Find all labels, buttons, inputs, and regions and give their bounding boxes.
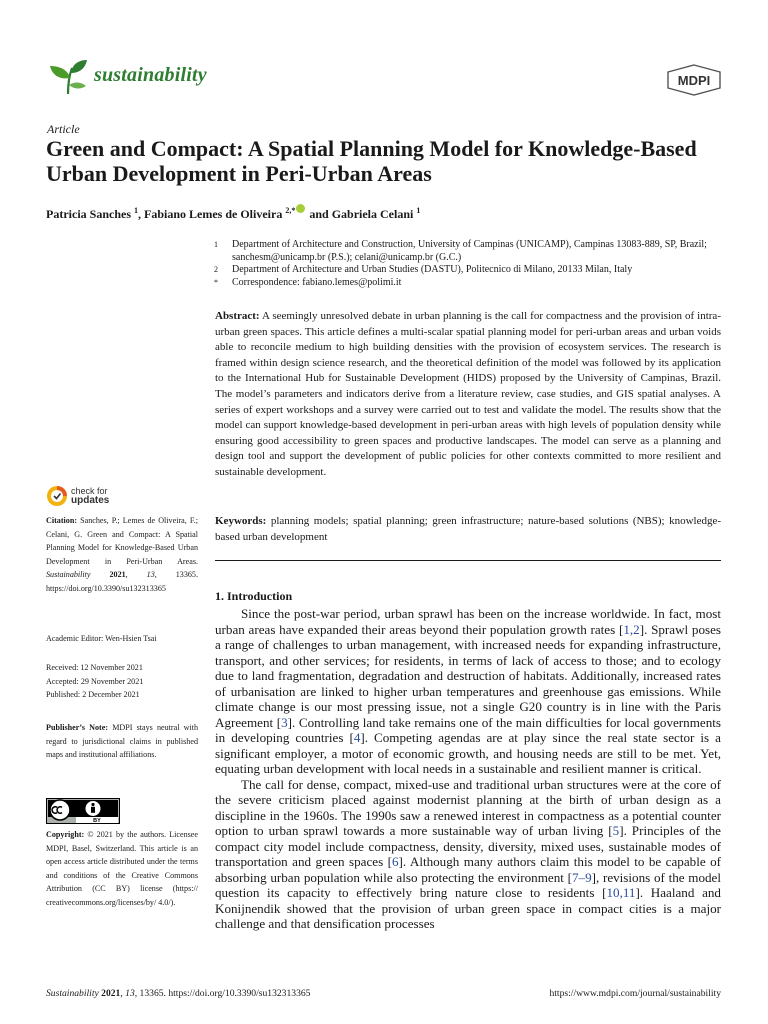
- author-list: [46, 204, 420, 222]
- citation-link[interactable]: 5: [612, 823, 620, 838]
- citation-link[interactable]: 6: [391, 854, 399, 869]
- abstract: [215, 309, 721, 481]
- article-type: Article: [47, 122, 80, 136]
- footer-volume: , 13: [120, 988, 135, 999]
- affiliation-text: Department of Architecture and Construction, University of Campinas (UNICAMP), Campinas 13083-889, SP, Brazil; sanchesm@unicamp.br (P.S.); celani@unicamp.br (G.C.): [232, 239, 707, 263]
- citation-link[interactable]: 1,2: [623, 621, 640, 637]
- affiliation-number: 2: [214, 265, 218, 275]
- citation-label: Citation:: [46, 516, 78, 525]
- accepted-date: Accepted: 29 November 2021: [46, 676, 144, 686]
- text-run: ]. Haaland and Konijnendik showed that the provision of urban green space in compact cities is a major challenge and that densification processes: [215, 885, 721, 931]
- check-updates-icon: [46, 485, 68, 507]
- author-name[interactable]: Patricia Sanches: [46, 207, 131, 221]
- section-divider: [215, 560, 721, 561]
- keywords: [215, 514, 721, 545]
- abstract-text: A seemingly unresolved debate in urban planning is the call for compactness and the provision of intra-urban green spaces. This article defines a multi-scalar spatial planning model for peri-urban areas and urban voids able to reconcile medium to high building densities with the provision of ecosystem services. The research is framed within design science research, and the theoretical definition of the model was followed by its application to the International Hub for Sustainable Development (HIDS) proposed by the University of Campinas, Brazil. The model’s parameters and indicators derive from a literature review, case studies, and GIS spatial analyses. A series of expert workshops and a survey were carried out to test and validate the model. The results show that the model can support knowledge-based development in peri-urban areas with high levels of population density while ensuring good accessibility to green spaces and productive landscapes. The model can serve as a planning and design tool and support the development of public policies for other contexts committed to more resilient and sustainable development.: [215, 310, 721, 478]
- text-run: ], revisions of the model question its capacity to effectively bring nature close to residents [: [215, 869, 722, 900]
- svg-text:BY: BY: [93, 818, 101, 824]
- text-run: ]. Although many authors claim this model to be capable of absorbing urban population while also protecting the environment [: [215, 854, 721, 885]
- published-date: Published: 2 December 2021: [46, 690, 140, 700]
- body-text: [215, 606, 721, 932]
- affiliation-item: [214, 264, 734, 277]
- affiliation-marker: 1: [134, 206, 138, 215]
- author-name[interactable]: Gabriela Celani: [331, 207, 414, 221]
- text-run: ]. Controlling land take remains one of the main difficulties for local governments in developing countries [: [215, 714, 721, 745]
- text-run: ]. Sprawl poses a range of challenges to urban management, with increased needs for expanding infrastructure, transport, and other services; for residents, in terms of lack of access to those; and to ecology due to land fragmentation, degradation and destruction of habitats. Additionally, increased rates of urbanisation are linked to higher urban temperatures and greenhouse gas emissions. While climate change is our most pressing issue, not a single G20 country is in line with the Paris Agreement [: [215, 621, 722, 730]
- footer-journal: Sustainability: [46, 988, 99, 999]
- footer-citation: [46, 988, 310, 999]
- check-for-updates-button[interactable]: [46, 485, 109, 507]
- citation-block: [46, 514, 198, 596]
- copyright-label: Copyright:: [46, 830, 85, 839]
- citation-doi[interactable]: , 13365. https://doi.org/10.3390/su132313365: [46, 570, 198, 593]
- check-updates-label: [71, 487, 109, 505]
- affiliation-item: [214, 239, 734, 264]
- cc-by-icon[interactable]: [46, 798, 120, 824]
- citation-link[interactable]: 4: [353, 730, 361, 745]
- author-separator: ,: [138, 207, 144, 221]
- text-run: ]. Competing agendas are at play since the real state sector is a significant employer, a motor of economic growth, and housing needs are still to be met. Yet, equating urban development with local needs in a sustainable and resilient manner is critical.: [215, 730, 721, 776]
- orcid-icon[interactable]: [296, 204, 305, 213]
- journal-name: sustainability: [94, 64, 207, 86]
- publisher-note-label: Publisher’s Note:: [46, 723, 109, 732]
- author-name[interactable]: Fabiano Lemes de Oliveira: [144, 207, 283, 221]
- citation-journal: Sustainability: [46, 570, 91, 580]
- paragraph: [215, 606, 721, 777]
- footer-doi[interactable]: , 13365. https://doi.org/10.3390/su132313365: [134, 988, 311, 999]
- affiliation-marker: 1: [416, 206, 421, 215]
- text-run: ]. Principles of the compact city model include compactness, density, diversity, mixed uses, sustainable modes of transportation and green spaces [: [215, 823, 721, 869]
- copyright-text: © 2021 by the authors. Licensee MDPI, Basel, Switzerland. This article is an open access article distributed under the terms and conditions of the Creative Commons Attribution (CC BY) license (https:// creativecommons.org/licenses/by/ 4.0/).: [46, 830, 198, 907]
- paragraph: [215, 777, 721, 932]
- text-run: The call for dense, compact, mixed-use and traditional urban structures were at the core of the severe criticism placed against modernist planning at the birth of urban design as a discipline in the 1960s. The 1990s saw a renewed interest in compactness as a potential counter option to urban sprawl towards a more sustainable way of urban living [: [215, 776, 721, 838]
- academic-editor: Academic Editor: Wen-Hsien Tsai: [46, 634, 157, 643]
- keywords-text: planning models; spatial planning; green infrastructure; nature-based solutions (NBS); knowledge-based urban development: [215, 515, 721, 543]
- check-updates-line2: updates: [71, 495, 110, 506]
- copyright-block: [46, 828, 198, 910]
- text-run: Since the post-war period, urban sprawl has been on the increase worldwide. In fact, most urban areas have expanded their areas beyond their population growth rates [: [215, 606, 721, 637]
- citation-volume: , 13: [125, 570, 155, 580]
- author-separator: and: [306, 207, 332, 221]
- citation-link[interactable]: 10,11: [606, 885, 636, 900]
- check-updates-line1: check for: [71, 486, 108, 496]
- affiliations: [214, 239, 734, 289]
- article-title: Green and Compact: A Spatial Planning Model for Knowledge-Based Urban Development in Peri-Urban Areas: [46, 136, 697, 186]
- affiliation-text: Department of Architecture and Urban Studies (DASTU), Politecnico di Milano, 20133 Milan, Italy: [232, 264, 633, 276]
- mdpi-logo-icon: [666, 64, 722, 96]
- footer-year: 2021: [98, 988, 121, 999]
- citation-text: Sanches, P.; Lemes de Oliveira, F.; Celani, G. Green and Compact: A Spatial Planning Model for Knowledge-Based Urban Development in Peri-Urban Areas.: [46, 516, 198, 566]
- citation-link[interactable]: 7–9: [571, 869, 592, 885]
- publisher-name: MDPI: [677, 73, 711, 88]
- affiliation-number: 1: [214, 240, 218, 249]
- citation-link[interactable]: 3: [281, 714, 288, 730]
- keywords-label: Keywords:: [215, 515, 267, 527]
- publisher-note-text: MDPI stays neutral with regard to jurisdictional claims in published maps and institutional affiliations.: [46, 723, 198, 760]
- affiliation-marker: 2,*: [285, 206, 296, 215]
- affiliation-number: *: [214, 277, 218, 287]
- received-date: Received: 12 November 2021: [46, 663, 143, 672]
- publication-dates: [46, 661, 198, 702]
- publisher-note: [46, 721, 198, 762]
- section-heading: 1. Introduction: [215, 589, 293, 603]
- correspondence-text: Correspondence: fabiano.lemes@polimi.it: [232, 276, 402, 288]
- abstract-label: Abstract:: [215, 310, 260, 322]
- footer-journal-url[interactable]: https://www.mdpi.com/journal/sustainability: [549, 988, 721, 999]
- citation-year: 2021: [90, 570, 126, 580]
- journal-leaf-logo-icon: [48, 58, 88, 96]
- affiliation-item: [214, 277, 734, 290]
